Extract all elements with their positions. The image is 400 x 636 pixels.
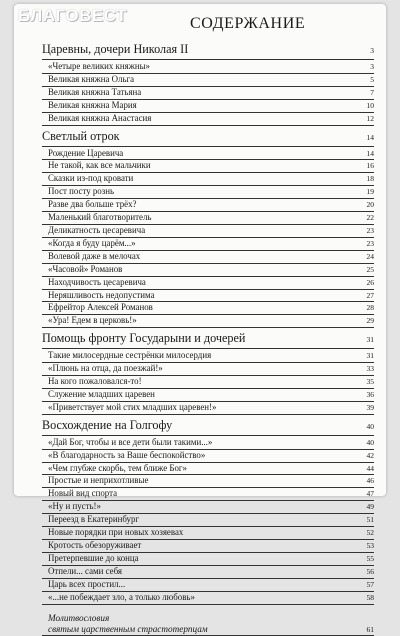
toc-entry <box>42 74 374 87</box>
toc-section <box>42 42 374 126</box>
toc-entry <box>42 475 374 488</box>
entry-title: «Приветствует мой стих младших царевен!» <box>48 401 217 412</box>
entry-page-number: 44 <box>366 463 374 473</box>
toc-entry <box>42 251 374 264</box>
section-title: Восхождение на Голгофу <box>42 417 173 432</box>
toc-entry <box>42 186 374 199</box>
toc-entry <box>42 350 374 363</box>
entry-title: «Дай Бог, чтобы и все дети были такими...» <box>48 436 213 447</box>
entry-page-number: 35 <box>366 377 374 387</box>
entry-page-number: 12 <box>366 113 374 123</box>
table-of-contents <box>42 42 374 636</box>
toc-entry <box>42 376 374 389</box>
entry-title: «Часовой» Романов <box>48 263 123 274</box>
entry-title: Кротость обезоруживает <box>48 540 142 550</box>
toc-entry <box>42 212 374 225</box>
toc-entry <box>42 389 374 402</box>
entry-title: «...не побеждает зло, а только любовь» <box>48 591 195 602</box>
toc-section <box>42 129 374 329</box>
toc-entry <box>42 592 374 605</box>
toc-entry <box>42 87 374 100</box>
toc-entry <box>42 463 374 476</box>
entry-title: «Когда я буду царём...» <box>48 237 136 248</box>
toc-entry <box>42 488 374 501</box>
page-title: СОДЕРЖАНИЕ <box>190 15 306 32</box>
toc-entry <box>42 437 374 450</box>
toc-section <box>42 418 374 605</box>
toc-entry <box>42 501 374 514</box>
entry-title: Неряшливость недопустима <box>48 289 155 300</box>
section-page-number: 40 <box>366 421 374 431</box>
entry-page-number: 42 <box>366 450 374 460</box>
entry-title: На кого пожаловался-то! <box>48 376 142 387</box>
entry-title: Волевой даже в мелочах <box>48 250 141 261</box>
toc-entry <box>42 514 374 527</box>
toc-entry <box>42 290 374 303</box>
entry-title: Царь всех простил... <box>48 578 126 589</box>
entry-title: Пост посту рознь <box>48 186 115 197</box>
section-page-number: 14 <box>366 132 374 142</box>
toc-entry <box>42 100 374 113</box>
section-page-number: 3 <box>370 46 374 55</box>
entry-page-number: 14 <box>366 148 374 158</box>
entry-page-number: 39 <box>366 402 374 412</box>
entry-page-number: 22 <box>366 213 374 223</box>
watermark-logo: БЛАГОВЕСТ <box>18 6 127 25</box>
entry-page-number: 10 <box>366 100 374 110</box>
entry-page-number: 40 <box>366 437 374 447</box>
entry-title: Великая княжна Татьяна <box>48 86 142 97</box>
toc-entry <box>42 540 374 553</box>
toc-entry <box>42 113 374 126</box>
entry-page-number: 27 <box>366 290 374 300</box>
entry-page-number: 29 <box>366 316 374 326</box>
prayer-title-row <box>42 624 374 636</box>
entry-title: «Четыре великих княжны» <box>48 61 150 71</box>
entry-page-number: 23 <box>366 225 374 235</box>
entry-title: Разве два больше трёх? <box>48 199 137 210</box>
entry-title: Новые порядки при новых хозяевах <box>48 527 184 538</box>
toc-entry <box>42 160 374 173</box>
entry-page-number: 52 <box>366 528 374 538</box>
entry-title: Ефрейтор Алексей Романов <box>48 302 153 313</box>
entry-page-number: 25 <box>366 264 374 274</box>
section-page-number: 31 <box>366 335 374 345</box>
entry-title: Сказки из-под кровати <box>48 173 134 184</box>
entry-page-number: 33 <box>366 364 374 374</box>
entry-title: Великая княжна Анастасия <box>48 112 152 123</box>
entry-title: Великая княжна Мария <box>48 99 137 110</box>
prayer-section <box>42 613 374 636</box>
prayer-title-line2: святым царственным страстотерпцам <box>48 623 208 634</box>
entry-title: Такие милосердные сестрёнки милосердия <box>48 350 212 361</box>
entry-page-number: 31 <box>366 351 374 361</box>
toc-entry <box>42 148 374 161</box>
entry-page-number: 28 <box>366 303 374 313</box>
section-heading <box>42 129 374 147</box>
entry-page-number: 5 <box>370 74 374 84</box>
entry-page-number: 49 <box>366 502 374 512</box>
toc-entry <box>42 579 374 592</box>
entry-page-number: 26 <box>366 277 374 287</box>
entry-page-number: 20 <box>366 200 374 210</box>
entry-title: Рождение Царевича <box>48 147 124 158</box>
entry-title: Находчивость цесаревича <box>48 276 146 287</box>
entry-title: Служение младших царевен <box>48 388 155 399</box>
entry-page-number: 56 <box>366 566 374 576</box>
section-heading <box>42 331 374 349</box>
entry-page-number: 57 <box>366 579 374 589</box>
entry-title: «Чем глубже скорбь, тем ближе Бог» <box>48 462 187 473</box>
entry-title: «В благодарность за Ваше беспокойство» <box>48 449 206 460</box>
toc-entry <box>42 527 374 540</box>
prayer-title-line1: Молитвословия <box>48 612 110 623</box>
section-title: Светлый отрок <box>42 128 120 143</box>
toc-entry <box>42 238 374 251</box>
entry-page-number: 24 <box>366 251 374 261</box>
entry-title: Простые и неприхотливые <box>48 475 149 486</box>
entry-title: «Ура! Едем в церковь!» <box>48 315 137 326</box>
prayer-page-number: 61 <box>366 624 374 634</box>
entry-title: Великая княжна Ольга <box>48 73 135 84</box>
toc-entry <box>42 315 374 328</box>
toc-entry <box>42 264 374 277</box>
toc-entry <box>42 302 374 315</box>
entry-page-number: 18 <box>366 174 374 184</box>
toc-entry <box>42 225 374 238</box>
toc-entry <box>42 553 374 566</box>
entry-page-number: 51 <box>366 515 374 525</box>
toc-entry <box>42 402 374 415</box>
toc-entry <box>42 450 374 463</box>
entry-page-number: 19 <box>366 187 374 197</box>
entry-title: Отпели... сами себя <box>48 565 122 576</box>
entry-title: Претерпевшие до конца <box>48 552 139 563</box>
entry-page-number: 3 <box>370 62 374 71</box>
section-title: Помощь фронту Государыни и дочерей <box>42 331 246 346</box>
toc-entry <box>42 199 374 212</box>
entry-page-number: 23 <box>366 238 374 248</box>
toc-entry <box>42 173 374 186</box>
section-heading <box>42 42 374 60</box>
toc-section <box>42 331 374 415</box>
entry-title: «Ну и пусть!» <box>48 501 101 512</box>
entry-title: Маленький благотворитель <box>48 212 152 223</box>
book-page <box>14 4 386 634</box>
toc-entry <box>42 277 374 290</box>
entry-page-number: 46 <box>366 476 374 486</box>
toc-entry <box>42 566 374 579</box>
entry-page-number: 55 <box>366 553 374 563</box>
entry-page-number: 7 <box>370 87 374 97</box>
entry-page-number: 47 <box>366 489 374 499</box>
entry-page-number: 53 <box>366 541 374 550</box>
entry-page-number: 36 <box>366 389 374 399</box>
entry-title: Переезд в Екатеринбург <box>48 514 140 525</box>
section-title: Царевны, дочери Николая II <box>42 42 189 56</box>
entry-title: Новый вид спорта <box>48 488 118 499</box>
toc-entry <box>42 61 374 74</box>
entry-title: Деликатность цесаревича <box>48 224 146 235</box>
toc-entry <box>42 363 374 376</box>
entry-title: Не такой, как все мальчики <box>48 160 151 171</box>
section-heading <box>42 418 374 436</box>
entry-page-number: 16 <box>366 161 374 171</box>
entry-page-number: 58 <box>366 592 374 602</box>
entry-title: «Плюнь на отца, да поезжай!» <box>48 363 163 374</box>
